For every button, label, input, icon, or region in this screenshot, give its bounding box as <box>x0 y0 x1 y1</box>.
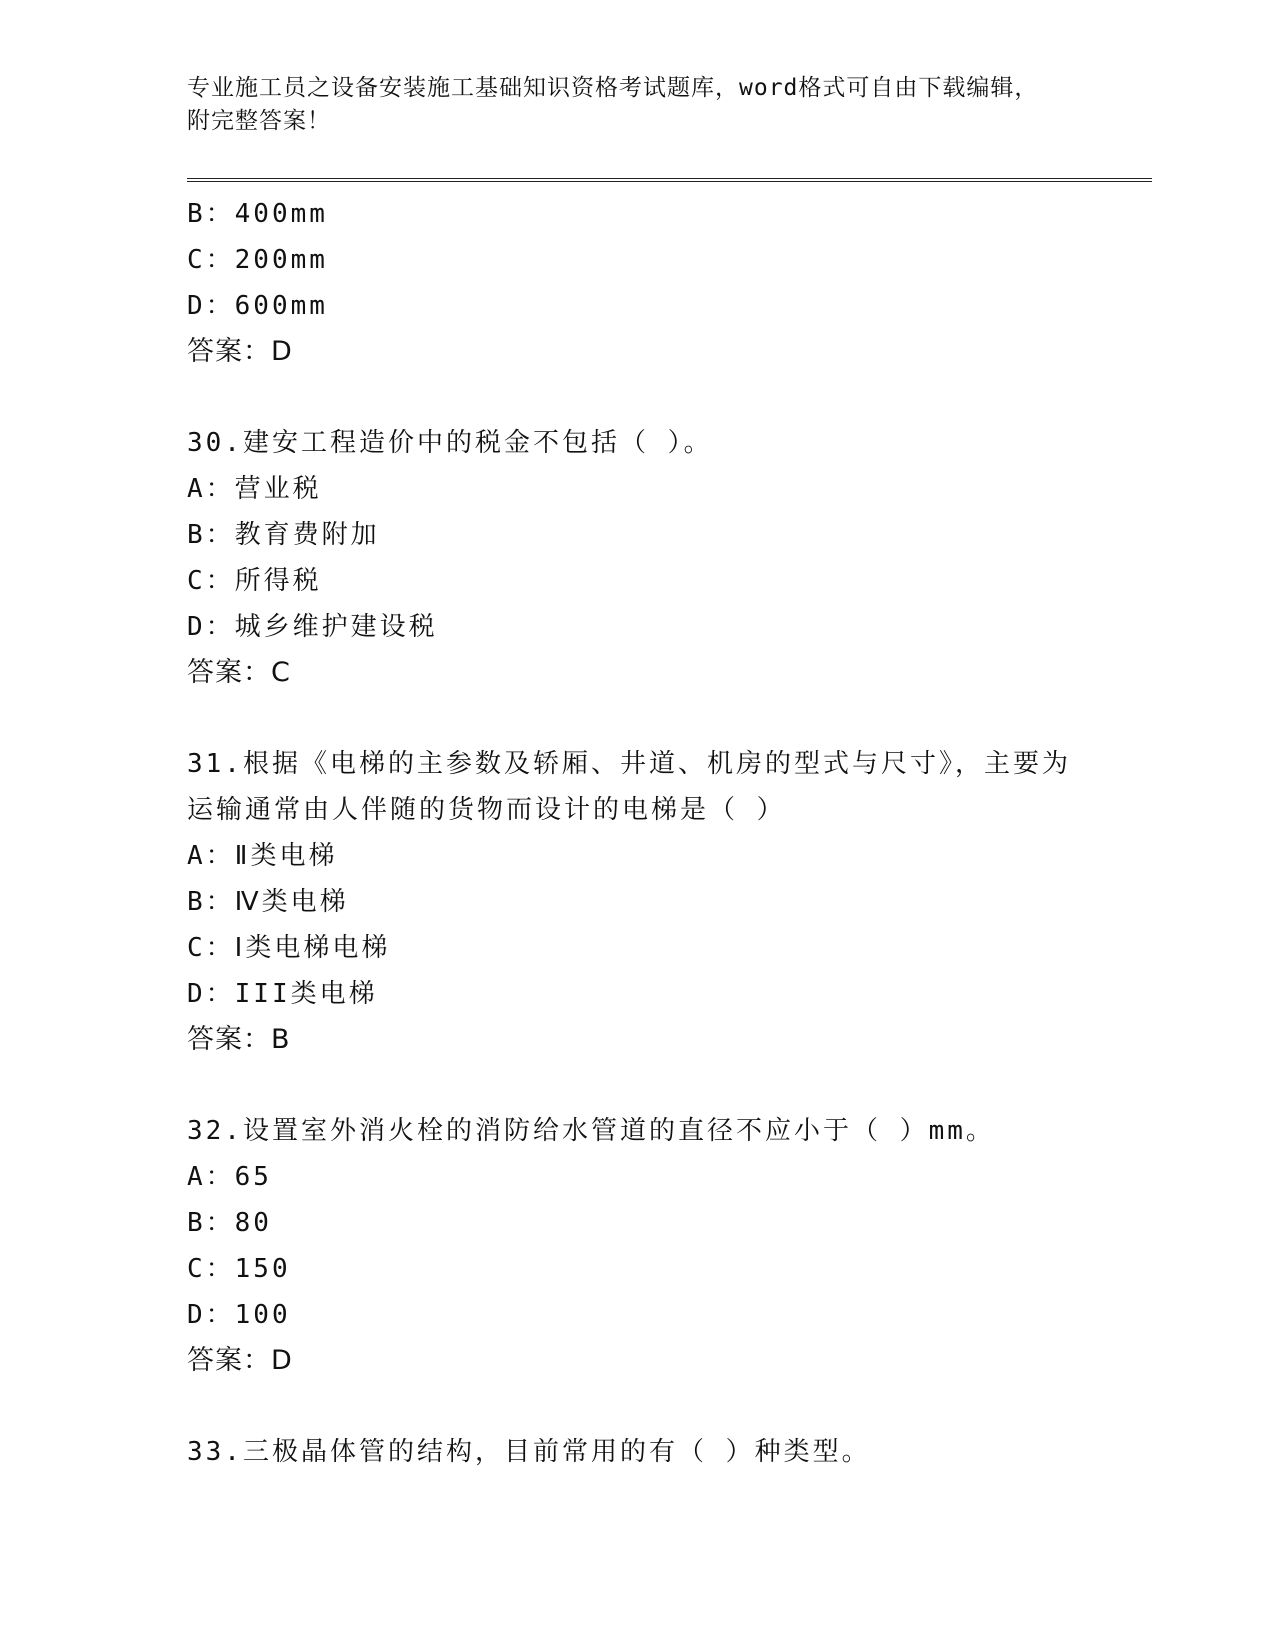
answer-line: 答案：D <box>187 1345 293 1376</box>
option-a: A：Ⅱ类电梯 <box>187 841 338 871</box>
header-divider <box>187 178 1152 182</box>
question-stem-line-2: 运输通常由人伴随的货物而设计的电梯是（ ） <box>187 795 786 825</box>
option-d: D：III类电梯 <box>187 979 378 1009</box>
question-33 <box>187 1429 1152 1475</box>
option-a: A：65 <box>187 1162 272 1192</box>
question-29-continued <box>187 191 1152 375</box>
header-line-2: 附完整答案！ <box>187 108 331 134</box>
option-d: D：城乡维护建设税 <box>187 612 438 642</box>
option-c: C：200mm <box>187 245 328 275</box>
option-c: C：150 <box>187 1254 291 1284</box>
question-30 <box>187 420 1152 696</box>
option-d: D：100 <box>187 1300 291 1330</box>
question-32 <box>187 1108 1152 1384</box>
option-b: B：教育费附加 <box>187 520 380 550</box>
question-stem-line-1: 31.根据《电梯的主参数及轿厢、井道、机房的型式与尺寸》，主要为 <box>187 749 1071 779</box>
option-d: D：600mm <box>187 291 328 321</box>
question-list <box>187 191 1152 1475</box>
answer-line: 答案：C <box>187 657 291 688</box>
option-b: B：Ⅳ类电梯 <box>187 887 349 917</box>
option-b: B：400mm <box>187 199 328 229</box>
option-c: C：所得税 <box>187 566 322 596</box>
answer-line: 答案：D <box>187 336 293 367</box>
option-c: C：Ⅰ类电梯电梯 <box>187 933 391 963</box>
question-stem: 33.三极晶体管的结构，目前常用的有（ ）种类型。 <box>187 1437 871 1467</box>
option-a: A：营业税 <box>187 474 322 504</box>
option-b: B：80 <box>187 1208 272 1238</box>
answer-line: 答案：B <box>187 1024 291 1055</box>
question-stem: 30.建安工程造价中的税金不包括（ ）。 <box>187 428 713 458</box>
page-header <box>187 72 1087 138</box>
question-31 <box>187 741 1152 1063</box>
header-line-1: 专业施工员之设备安装施工基础知识资格考试题库，word格式可自由下载编辑， <box>187 75 1039 101</box>
question-stem: 32.设置室外消火栓的消防给水管道的直径不应小于（ ）mm。 <box>187 1116 995 1146</box>
